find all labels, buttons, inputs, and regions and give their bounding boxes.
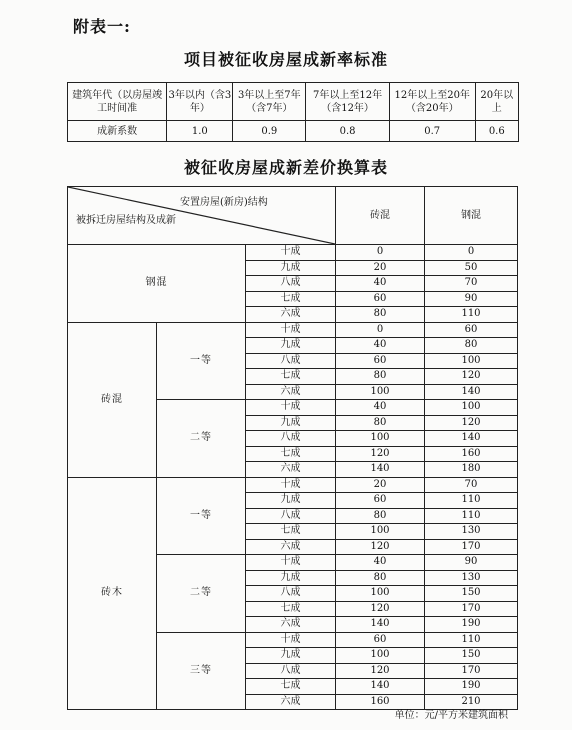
condition-cell: 六成	[246, 462, 336, 478]
condition-cell: 十成	[246, 477, 336, 493]
brick-concrete-value: 40	[336, 338, 425, 354]
condition-cell: 十成	[246, 632, 336, 648]
brick-concrete-value: 60	[336, 353, 425, 369]
condition-cell: 十成	[246, 322, 336, 338]
brick-concrete-value: 60	[336, 291, 425, 307]
steel-concrete-value: 150	[425, 648, 518, 664]
steel-concrete-value: 110	[425, 632, 518, 648]
condition-cell: 六成	[246, 694, 336, 710]
brick-concrete-value: 20	[336, 260, 425, 276]
coefficient-value: 0.7	[389, 121, 475, 142]
price-difference-table	[67, 186, 518, 710]
condition-cell: 七成	[246, 369, 336, 385]
condition-cell: 十成	[246, 555, 336, 571]
condition-cell: 七成	[246, 291, 336, 307]
brick-concrete-value: 0	[336, 245, 425, 261]
brick-concrete-value: 20	[336, 477, 425, 493]
brick-concrete-value: 40	[336, 276, 425, 292]
steel-concrete-value: 70	[425, 276, 518, 292]
table-row	[68, 477, 518, 493]
appendix-label: 附表一:	[73, 17, 131, 36]
condition-cell: 九成	[246, 648, 336, 664]
table2-title: 被征收房屋成新差价换算表	[183, 158, 388, 177]
table1-title: 项目被征收房屋成新率标准	[183, 50, 388, 69]
brick-concrete-value: 100	[336, 586, 425, 602]
grade-label: 二等	[157, 555, 246, 633]
condition-cell: 八成	[246, 663, 336, 679]
coefficient-value: 0.9	[233, 121, 306, 142]
condition-cell: 十成	[246, 245, 336, 261]
structure-label: 砖木	[68, 477, 157, 710]
condition-cell: 八成	[246, 353, 336, 369]
table-row	[68, 322, 518, 338]
steel-concrete-value: 110	[425, 307, 518, 323]
grade-label: 二等	[157, 400, 246, 478]
condition-cell: 十成	[246, 400, 336, 416]
age-col-1: 3年以上至7年（含7年）	[233, 83, 306, 121]
condition-cell: 七成	[246, 601, 336, 617]
condition-cell: 八成	[246, 586, 336, 602]
brick-concrete-value: 60	[336, 632, 425, 648]
steel-concrete-value: 90	[425, 291, 518, 307]
brick-concrete-value: 100	[336, 648, 425, 664]
brick-concrete-value: 120	[336, 539, 425, 555]
age-col-0: 3年以内（含3年）	[167, 83, 233, 121]
brick-concrete-value: 80	[336, 415, 425, 431]
condition-cell: 九成	[246, 570, 336, 586]
steel-concrete-value: 70	[425, 477, 518, 493]
structure-label: 钢混	[68, 245, 246, 323]
steel-concrete-value: 80	[425, 338, 518, 354]
table-row	[68, 245, 518, 261]
condition-cell: 七成	[246, 524, 336, 540]
brick-concrete-value: 120	[336, 446, 425, 462]
brick-concrete-value: 80	[336, 307, 425, 323]
steel-concrete-value: 160	[425, 446, 518, 462]
steel-concrete-value: 130	[425, 570, 518, 586]
age-col-4: 20年以上	[475, 83, 518, 121]
condition-cell: 八成	[246, 276, 336, 292]
brick-concrete-value: 120	[336, 663, 425, 679]
condition-cell: 六成	[246, 539, 336, 555]
coefficient-value: 1.0	[167, 121, 233, 142]
brick-concrete-value: 100	[336, 524, 425, 540]
brick-concrete-value: 140	[336, 679, 425, 695]
brick-concrete-value: 0	[336, 322, 425, 338]
brick-concrete-value: 40	[336, 555, 425, 571]
steel-concrete-value: 190	[425, 679, 518, 695]
condition-cell: 九成	[246, 260, 336, 276]
brick-concrete-value: 80	[336, 570, 425, 586]
brick-concrete-value: 160	[336, 694, 425, 710]
coefficient-label: 成新系数	[68, 121, 167, 142]
steel-concrete-value: 100	[425, 353, 518, 369]
age-col-3: 12年以上至20年（含20年）	[389, 83, 475, 121]
condition-cell: 六成	[246, 617, 336, 633]
grade-label: 一等	[157, 477, 246, 555]
steel-concrete-value: 60	[425, 322, 518, 338]
coefficient-value: 0.6	[475, 121, 518, 142]
col-brick-concrete: 砖混	[336, 187, 425, 245]
condition-cell: 九成	[246, 493, 336, 509]
brick-concrete-value: 80	[336, 369, 425, 385]
steel-concrete-value: 210	[425, 694, 518, 710]
grade-label: 三等	[157, 632, 246, 710]
condition-cell: 六成	[246, 307, 336, 323]
condition-cell: 八成	[246, 508, 336, 524]
steel-concrete-value: 90	[425, 555, 518, 571]
steel-concrete-value: 120	[425, 415, 518, 431]
brick-concrete-value: 40	[336, 400, 425, 416]
coefficient-value: 0.8	[306, 121, 390, 142]
brick-concrete-value: 120	[336, 601, 425, 617]
steel-concrete-value: 110	[425, 508, 518, 524]
steel-concrete-value: 170	[425, 663, 518, 679]
condition-cell: 九成	[246, 338, 336, 354]
steel-concrete-value: 180	[425, 462, 518, 478]
age-col-2: 7年以上至12年（含12年）	[306, 83, 390, 121]
brick-concrete-value: 80	[336, 508, 425, 524]
demolished-structure-label: 被拆迁房屋结构及成新	[76, 215, 176, 226]
condition-cell: 八成	[246, 431, 336, 447]
steel-concrete-value: 150	[425, 586, 518, 602]
steel-concrete-value: 140	[425, 431, 518, 447]
brick-concrete-value: 140	[336, 462, 425, 478]
diagonal-header-cell	[68, 187, 336, 245]
brick-concrete-value: 100	[336, 384, 425, 400]
col-steel-concrete: 钢混	[425, 187, 518, 245]
condition-cell: 九成	[246, 415, 336, 431]
structure-label: 砖混	[68, 322, 157, 477]
brick-concrete-value: 100	[336, 431, 425, 447]
steel-concrete-value: 0	[425, 245, 518, 261]
condition-cell: 六成	[246, 384, 336, 400]
steel-concrete-value: 170	[425, 601, 518, 617]
brick-concrete-value: 60	[336, 493, 425, 509]
unit-note: 单位：元/平方米建筑面积	[394, 710, 508, 721]
grade-label: 一等	[157, 322, 246, 400]
steel-concrete-value: 100	[425, 400, 518, 416]
condition-cell: 七成	[246, 679, 336, 695]
depreciation-rate-table	[67, 82, 519, 142]
steel-concrete-value: 190	[425, 617, 518, 633]
steel-concrete-value: 50	[425, 260, 518, 276]
building-age-header: 建筑年代（以房屋竣工时间准	[68, 83, 167, 121]
steel-concrete-value: 120	[425, 369, 518, 385]
steel-concrete-value: 130	[425, 524, 518, 540]
new-house-structure-label: 安置房屋(新房)结构	[180, 197, 268, 208]
brick-concrete-value: 140	[336, 617, 425, 633]
steel-concrete-value: 110	[425, 493, 518, 509]
steel-concrete-value: 170	[425, 539, 518, 555]
steel-concrete-value: 140	[425, 384, 518, 400]
condition-cell: 七成	[246, 446, 336, 462]
